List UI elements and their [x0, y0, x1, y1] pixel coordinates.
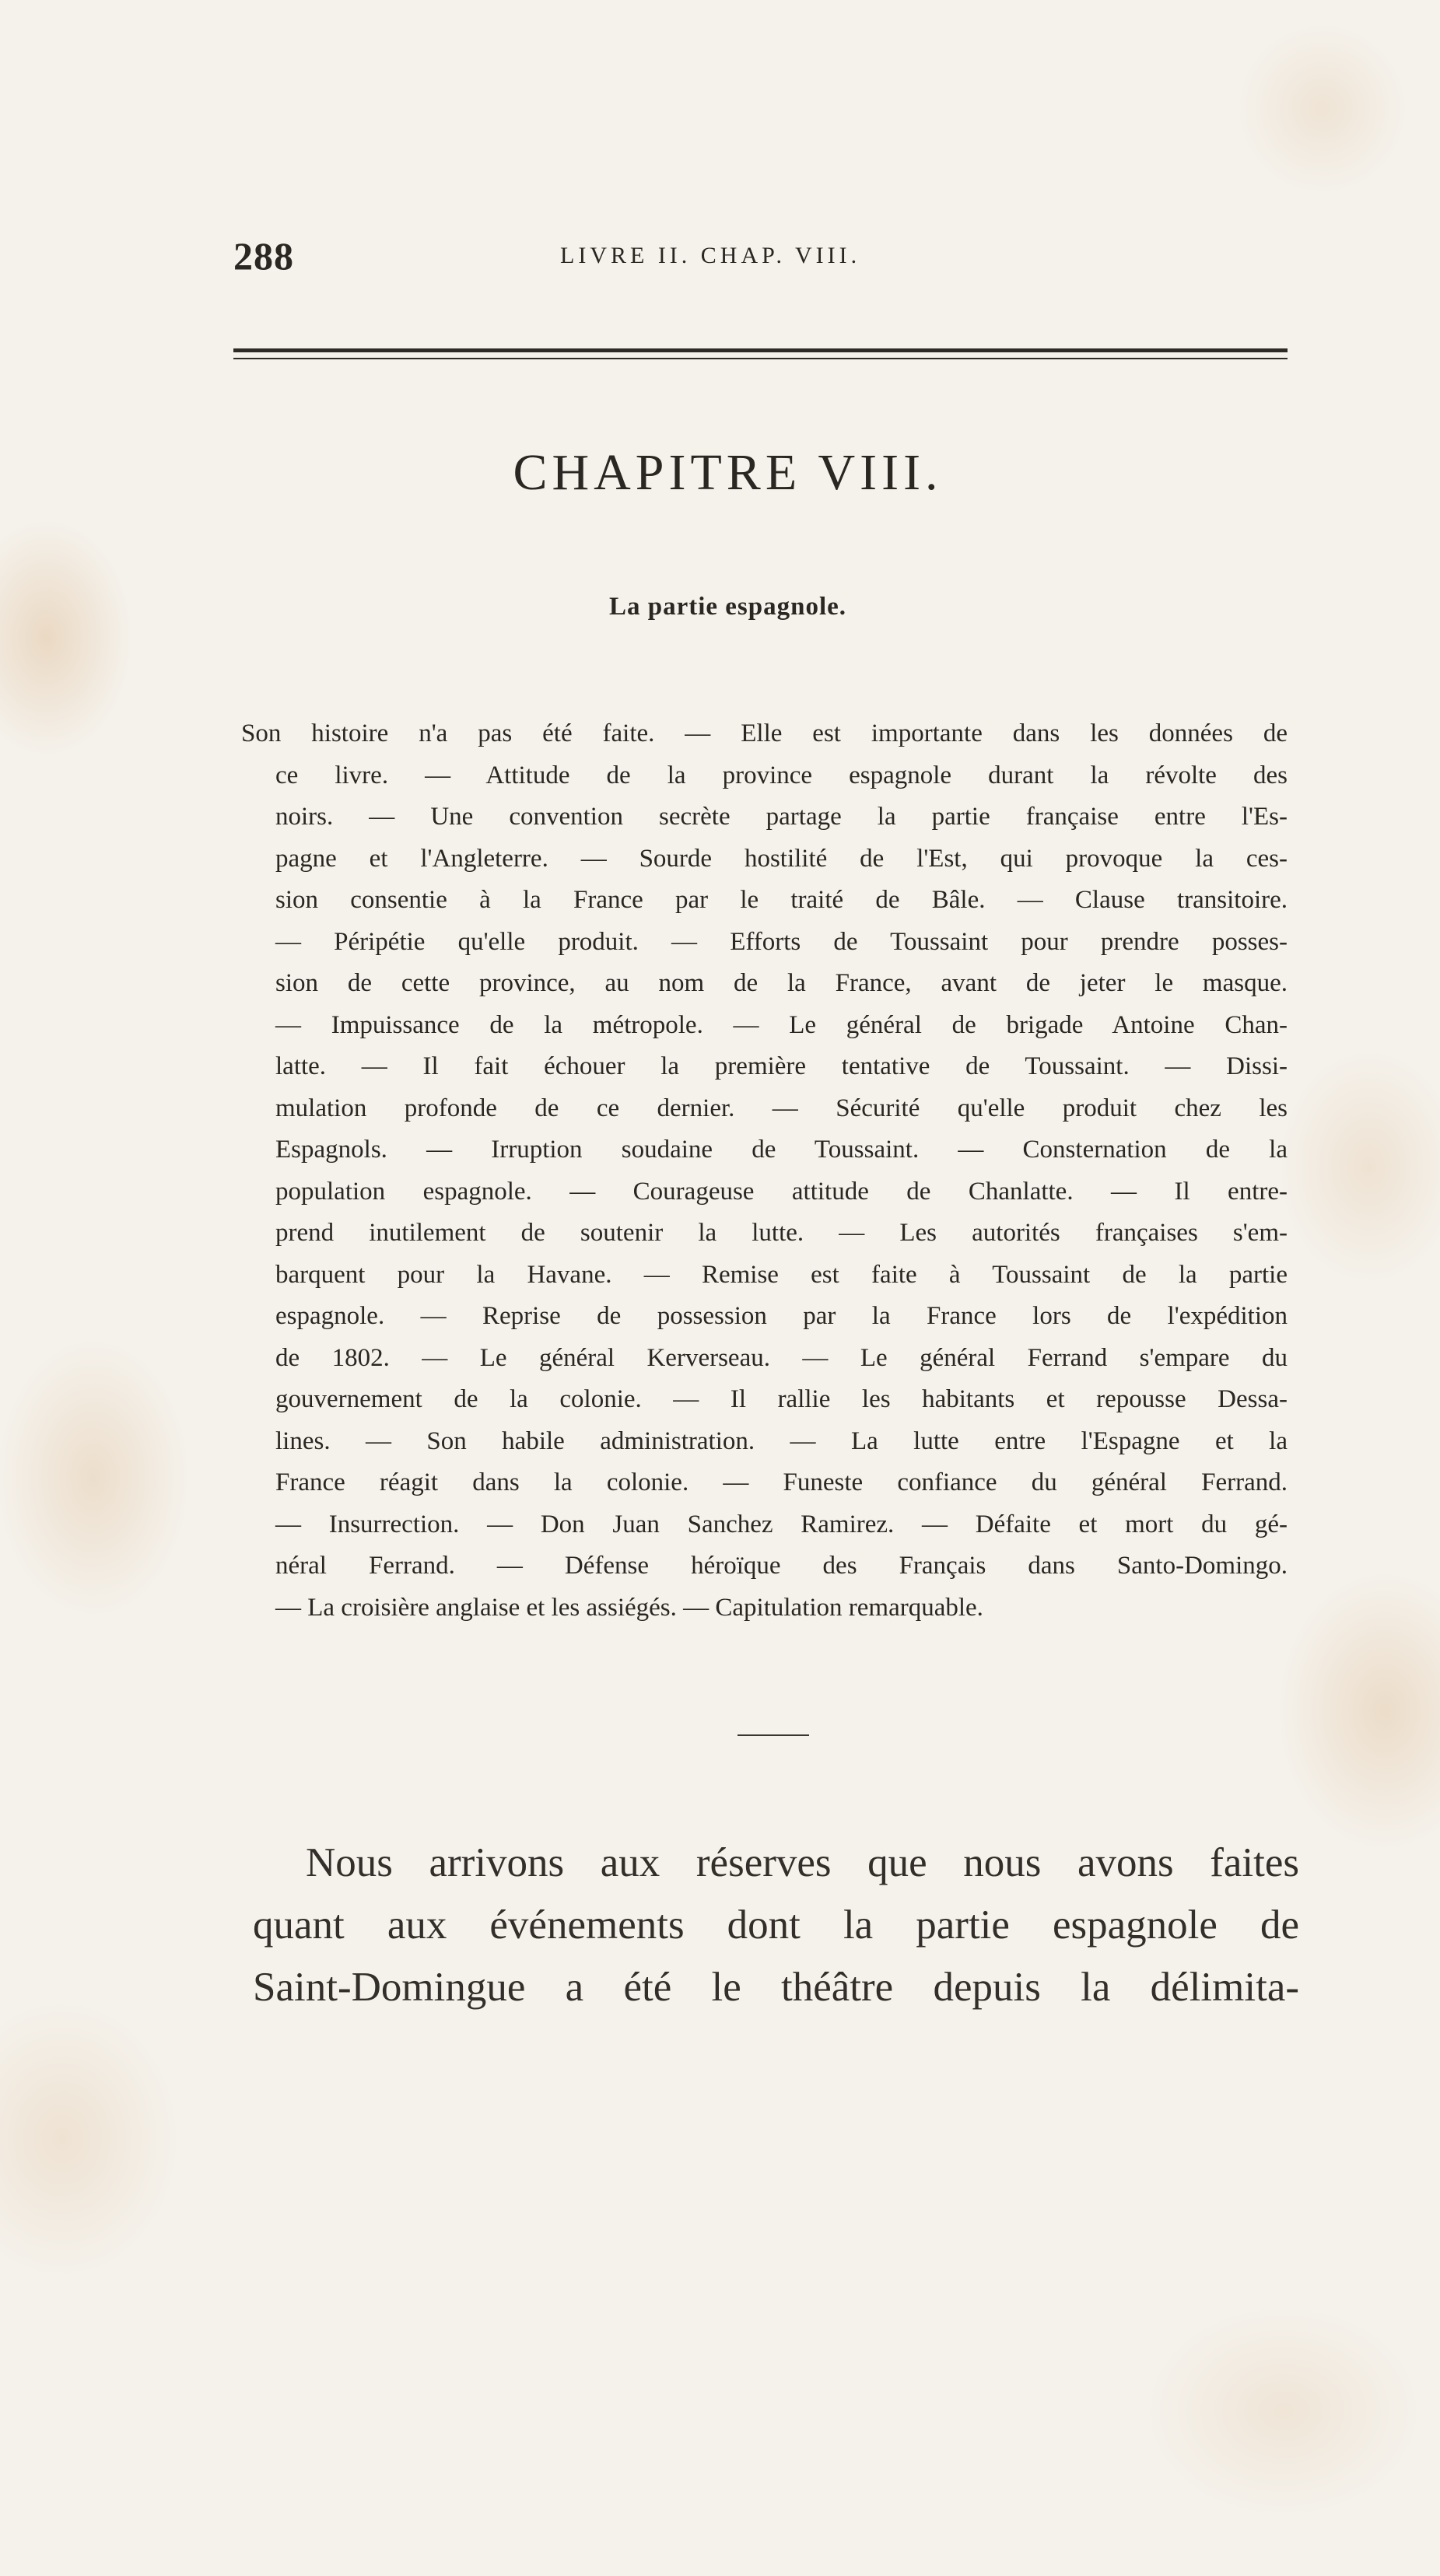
chapter-title: CHAPITRE VIII. [513, 444, 943, 501]
summary-line: barquent pour la Havane. — Remise est faite à Toussaint de la partie [275, 1260, 1288, 1289]
chapter-summary [241, 713, 1288, 1629]
summary-line: — Impuissance de la métropole. — Le général de brigade Antoine Chan- [275, 1010, 1288, 1039]
summary-line: Son histoire n'a pas été faite. — Elle est importante dans les données de [241, 719, 1288, 747]
summary-line: néral Ferrand. — Défense héroïque des Français dans Santo-Domingo. [275, 1552, 1288, 1580]
summary-line: population espagnole. — Courageuse attitude de Chanlatte. — Il entre- [275, 1177, 1288, 1206]
body-line: Nous arrivons aux réserves que nous avons faites [306, 1840, 1299, 1885]
body-line: quant aux événements dont la partie espagnole de [253, 1902, 1299, 1948]
summary-line: gouvernement de la colonie. — Il rallie les habitants et repousse Dessa- [275, 1385, 1288, 1413]
body-text [253, 1832, 1299, 2018]
header-rule-thin [233, 358, 1288, 359]
running-title: LIVRE II. CHAP. VIII. [560, 243, 861, 268]
summary-line: prend inutilement de soutenir la lutte. — Les autorités françaises s'em- [275, 1219, 1288, 1247]
summary-line: sion consentie à la France par le traité de Bâle. — Clause transitoire. [275, 886, 1288, 914]
summary-line: de 1802. — Le général Kerverseau. — Le général Ferrand s'empare du [275, 1343, 1288, 1372]
page-number: 288 [233, 234, 294, 278]
summary-line: latte. — Il fait échouer la première tentative de Toussaint. — Dissi- [275, 1052, 1288, 1080]
summary-line: noirs. — Une convention secrète partage la partie française entre l'Es- [275, 803, 1288, 831]
summary-line: pagne et l'Angleterre. — Sourde hostilité de l'Est, qui provoque la ces- [275, 844, 1288, 873]
summary-line: France réagit dans la colonie. — Funeste confiance du général Ferrand. [275, 1468, 1288, 1496]
summary-line: Espagnols. — Irruption soudaine de Toussaint. — Consternation de la [275, 1136, 1288, 1164]
summary-line: — La croisière anglaise et les assiégés. — Capitulation remarquable. [275, 1593, 983, 1622]
summary-line: mulation profonde de ce dernier. — Sécurité qu'elle produit chez les [275, 1094, 1288, 1122]
summary-line: ce livre. — Attitude de la province espagnole durant la révolte des [275, 761, 1288, 789]
summary-line: — Péripétie qu'elle produit. — Efforts de Toussaint pour prendre posses- [275, 927, 1288, 956]
summary-line: lines. — Son habile administration. — La lutte entre l'Espagne et la [275, 1426, 1288, 1455]
body-line: Saint-Domingue a été le théâtre depuis la délimita- [253, 1965, 1299, 2010]
summary-line: — Insurrection. — Don Juan Sanchez Ramirez. — Défaite et mort du gé- [275, 1510, 1288, 1538]
header-rule-thick [233, 348, 1288, 352]
summary-line: sion de cette province, au nom de la France, avant de jeter le masque. [275, 969, 1288, 997]
summary-line: espagnole. — Reprise de possession par la France lors de l'expédition [275, 1302, 1288, 1330]
chapter-subtitle: La partie espagnole. [608, 593, 847, 621]
running-head [233, 233, 1299, 288]
section-divider [738, 1734, 809, 1736]
